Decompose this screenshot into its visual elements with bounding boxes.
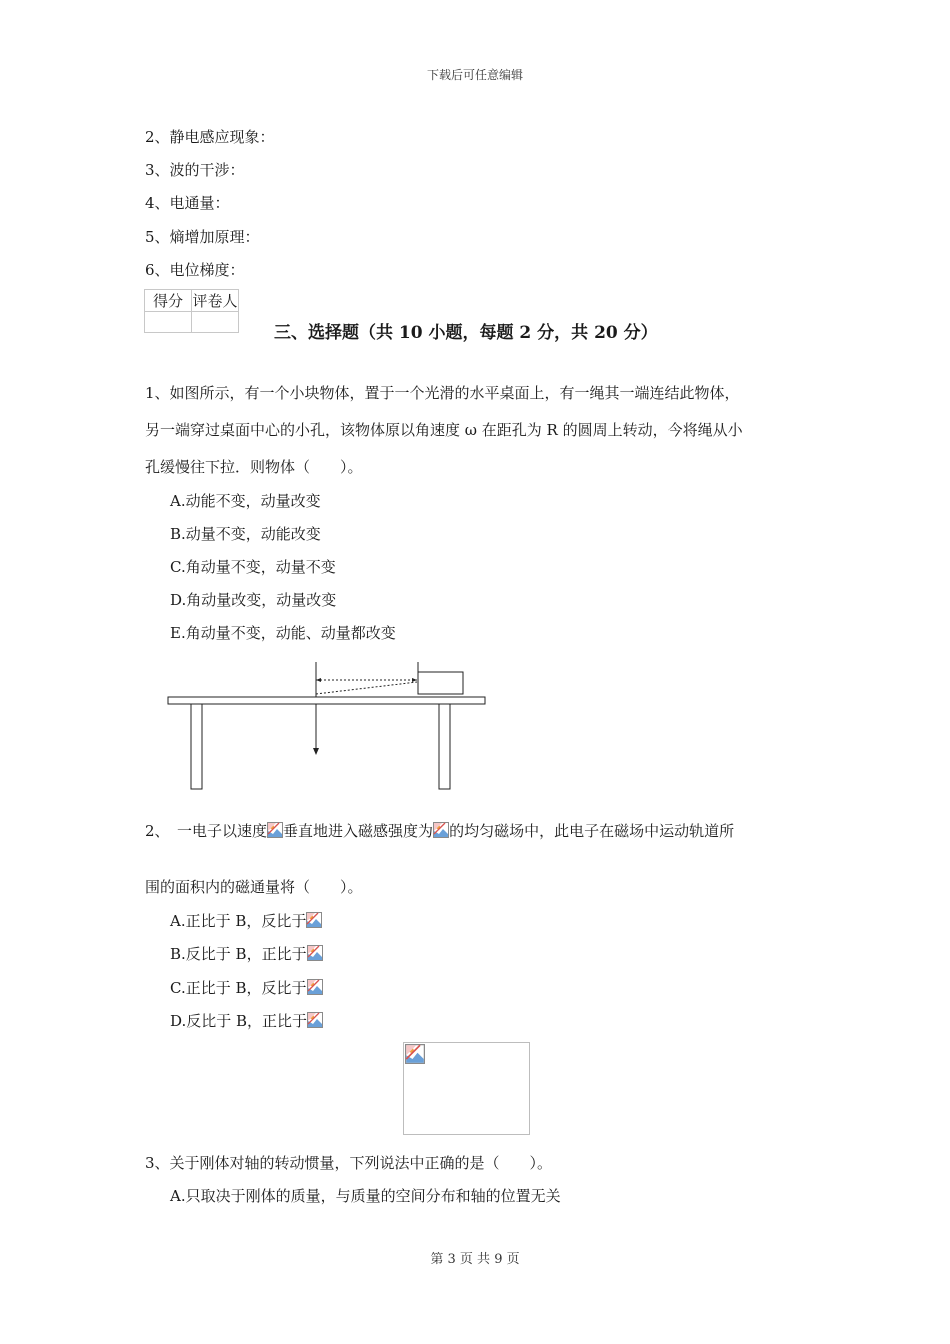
broken-image-icon — [306, 912, 322, 928]
definition-item: 4、电通量： — [145, 194, 230, 212]
broken-image-icon — [433, 822, 449, 838]
definition-item: 5、熵增加原理： — [145, 228, 260, 246]
missing-figure — [403, 1042, 530, 1135]
q2-text-part: 2、 一电子以速度 — [145, 822, 268, 840]
broken-image-icon — [307, 945, 323, 961]
page-footer: 第 3 页 共 9 页 — [430, 1252, 520, 1267]
score-label: 得分 — [145, 290, 192, 312]
q1-stem-line: 1、如图所示，有一个小块物体，置于一个光滑的水平桌面上，有一绳其一端连结此物体， — [145, 384, 740, 402]
q1-option-b: B.动量不变，动能改变 — [170, 525, 321, 543]
broken-image-icon — [267, 822, 283, 838]
grader-cell[interactable] — [192, 312, 239, 333]
definition-item: 6、电位梯度： — [145, 261, 245, 279]
q2-option-text: A.正比于 B，反比于 — [170, 912, 307, 930]
score-table — [144, 289, 239, 333]
q2-option-c — [170, 978, 323, 998]
section-title: 三、选择题（共 10 小题，每题 2 分，共 20 分） — [274, 323, 658, 343]
q2-stem-line-2: 围的面积内的磁通量将（ ）。 — [145, 878, 363, 896]
definition-item: 3、波的干涉： — [145, 161, 245, 179]
q3-option-a: A.只取决于刚体的质量，与质量的空间分布和轴的位置无关 — [170, 1187, 561, 1205]
page-header: 下载后可任意编辑 — [426, 68, 523, 82]
broken-image-icon — [307, 1012, 323, 1028]
table-diagram — [165, 660, 490, 795]
q2-option-text: B.反比于 B，正比于 — [170, 945, 307, 963]
q2-option-text: C.正比于 B，反比于 — [170, 979, 307, 997]
q2-option-a — [170, 911, 322, 931]
q3-stem-line: 3、关于刚体对轴的转动惯量，下列说法中正确的是（ ）。 — [145, 1154, 553, 1172]
q2-option-text: D.反比于 B，正比于 — [170, 1012, 308, 1030]
q2-stem-line-1 — [145, 821, 734, 841]
q2-text-part: 的均匀磁场中，此电子在磁场中运动轨道所 — [449, 822, 735, 840]
q1-option-e: E.角动量不变，动能、动量都改变 — [170, 624, 396, 642]
broken-image-icon — [405, 1044, 425, 1064]
q1-stem-line: 孔缓慢往下拉．则物体（ ）。 — [145, 458, 363, 476]
score-cell[interactable] — [145, 312, 192, 333]
broken-image-icon — [307, 979, 323, 995]
q2-option-b — [170, 944, 323, 964]
q1-option-d: D.角动量改变，动量改变 — [170, 591, 337, 609]
q1-option-c: C.角动量不变，动量不变 — [170, 558, 336, 576]
definition-item: 2、静电感应现象： — [145, 128, 275, 146]
q1-stem-line: 另一端穿过桌面中心的小孔，该物体原以角速度 ω 在距孔为 R 的圆周上转动，今将绳从小 — [145, 421, 743, 439]
q2-option-d — [170, 1011, 323, 1031]
grader-label: 评卷人 — [192, 290, 239, 312]
q2-text-part: 垂直地进入磁感强度为 — [283, 822, 434, 840]
q1-option-a: A.动能不变，动量改变 — [170, 492, 321, 510]
